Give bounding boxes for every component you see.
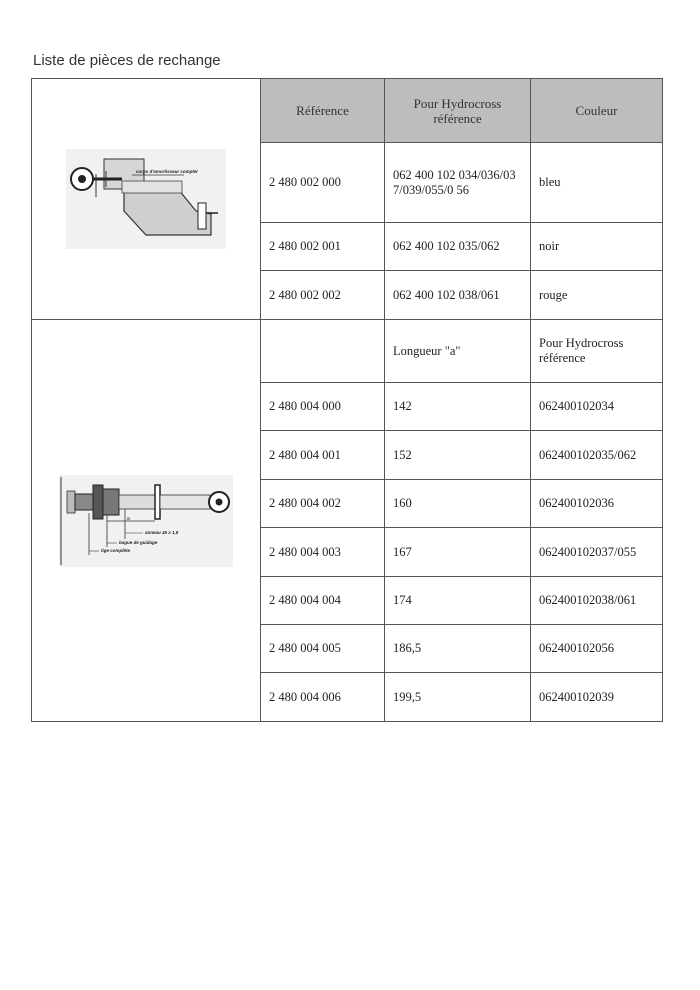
- shock-absorber-body-drawing-icon: [66, 149, 226, 249]
- cell-hydrocross: 062400102034: [531, 383, 663, 431]
- header-empty: [261, 320, 385, 383]
- cell-length: 152: [385, 431, 531, 480]
- cell-reference: 2 480 004 004: [261, 577, 385, 625]
- cell-length: 199,5: [385, 673, 531, 722]
- cell-reference: 2 480 002 002: [261, 271, 385, 320]
- cell-hydrocross: 062400102038/061: [531, 577, 663, 625]
- cell-hydrocross: 062 400 102 038/061: [385, 271, 531, 320]
- cell-color: noir: [531, 223, 663, 271]
- table2-drawing-cell: [32, 320, 261, 722]
- table2-header-row: [32, 320, 663, 383]
- cell-hydrocross: 062400102056: [531, 625, 663, 673]
- header-length: Longueur "a": [385, 320, 531, 383]
- page-title: Liste de pièces de rechange: [33, 52, 221, 69]
- cell-reference: 2 480 002 001: [261, 223, 385, 271]
- piston-rod-drawing-icon: [59, 475, 233, 567]
- cell-hydrocross: 062400102036: [531, 480, 663, 528]
- cell-reference: 2 480 004 003: [261, 528, 385, 577]
- header-hydrocross-2: Pour Hydrocross référence: [531, 320, 663, 383]
- drawing-label-guide: bague de guidage: [119, 539, 158, 545]
- cell-length: 167: [385, 528, 531, 577]
- cell-hydrocross: 062 400 102 034/036/037/039/055/0 56: [385, 143, 531, 223]
- cell-color: bleu: [531, 143, 663, 223]
- cell-length: 174: [385, 577, 531, 625]
- cell-length: 186,5: [385, 625, 531, 673]
- cell-hydrocross: 062400102037/055: [531, 528, 663, 577]
- cell-reference: 2 480 004 000: [261, 383, 385, 431]
- table1-drawing-cell: [32, 79, 261, 320]
- parts-table: [31, 78, 663, 722]
- header-hydrocross: Pour Hydrocross référence: [385, 79, 531, 143]
- drawing-label-ring: anneau 45 x 1,5: [145, 529, 179, 535]
- cell-hydrocross: 062 400 102 035/062: [385, 223, 531, 271]
- header-reference: Référence: [261, 79, 385, 143]
- cell-length: 142: [385, 383, 531, 431]
- cell-length: 160: [385, 480, 531, 528]
- drawing-caption: corps d'amortisseur complet: [136, 169, 198, 174]
- cell-color: rouge: [531, 271, 663, 320]
- cell-hydrocross: 062400102039: [531, 673, 663, 722]
- cell-reference: 2 480 004 001: [261, 431, 385, 480]
- header-color: Couleur: [531, 79, 663, 143]
- cell-reference: 2 480 004 002: [261, 480, 385, 528]
- cell-reference: 2 480 004 006: [261, 673, 385, 722]
- dim-label: a: [127, 515, 130, 522]
- cell-hydrocross: 062400102035/062: [531, 431, 663, 480]
- cell-reference: 2 480 002 000: [261, 143, 385, 223]
- drawing-label-rod: tige complète: [101, 547, 131, 553]
- cell-reference: 2 480 004 005: [261, 625, 385, 673]
- table1-header-row: [32, 79, 663, 143]
